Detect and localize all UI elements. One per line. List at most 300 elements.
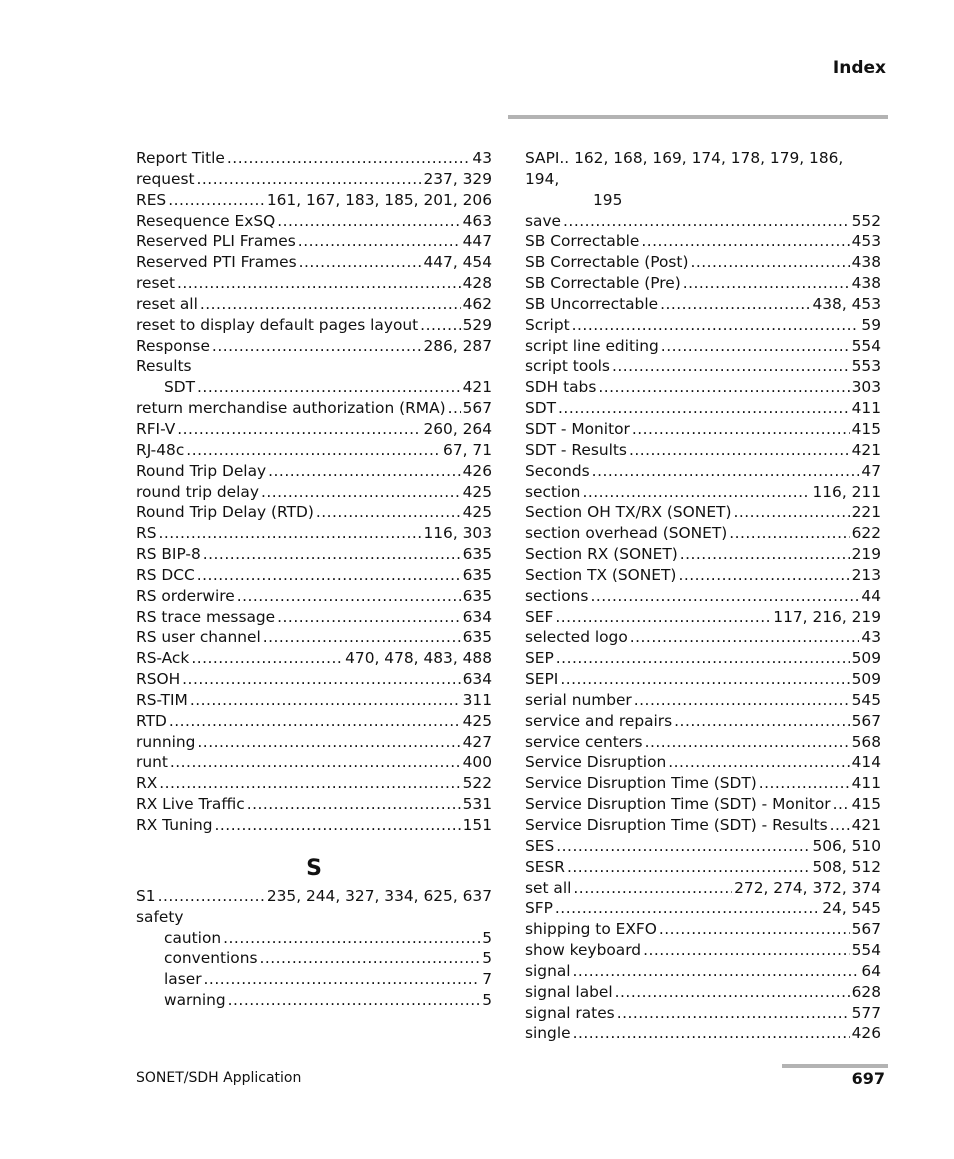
index-term: section [525,482,581,501]
index-entry [525,961,881,982]
index-entry [136,148,492,169]
leader-dots [659,919,850,940]
index-term: RFI-V [136,419,176,438]
index-pages: 421 [462,378,492,397]
index-term: serial number [525,690,632,709]
index-entry [525,669,881,690]
index-entry [525,690,881,711]
index-pages: 635 [462,545,492,564]
leader-dots [590,586,859,607]
leader-dots [263,627,461,648]
index-pages: 64 [861,961,881,980]
index-entry [136,356,492,377]
index-term: SDT - Results [525,440,627,459]
index-term: Reserved PLI Frames [136,232,296,251]
index-entry [136,948,492,969]
index-entry [525,440,881,461]
index-pages: 506, 510 [812,836,881,855]
index-entry [136,711,492,732]
index-term: selected logo [525,628,628,647]
index-entry [525,1003,881,1024]
index-pages: 415 [851,795,881,814]
index-pages: 438, 453 [812,294,881,313]
index-pages: 508, 512 [812,857,881,876]
index-term: SB Correctable [525,232,640,251]
index-pages: 552 [851,211,881,230]
leader-dots [197,377,461,398]
index-pages: 411 [851,399,881,418]
leader-dots [612,356,850,377]
index-entry [136,690,492,711]
index-entry [136,273,492,294]
index-entry [525,940,881,961]
index-entry [525,1023,881,1044]
leader-dots [674,711,849,732]
index-pages: 425 [462,503,492,522]
index-entry [136,544,492,565]
leader-dots [448,398,461,419]
index-term: service centers [525,732,643,751]
index-entry [136,482,492,503]
index-pages: 411 [851,774,881,793]
leader-dots [191,648,343,669]
index-entry [136,928,492,949]
footer-rule [782,1064,888,1068]
index-term: sections [525,586,589,605]
leader-dots [158,886,265,907]
index-list-s-left [136,886,492,1011]
leader-dots [690,252,849,273]
leader-dots [556,648,850,669]
index-entry [525,398,881,419]
leader-dots [556,836,810,857]
index-pages: 622 [851,524,881,543]
index-entry [136,907,492,928]
leader-dots [573,878,732,899]
index-pages: 447, 454 [423,253,492,272]
leader-dots [159,773,460,794]
index-entry [525,627,881,648]
index-pages: 428 [462,274,492,293]
leader-dots [555,607,771,628]
index-pages: 5 [482,928,492,947]
index-term: SDT [164,378,196,397]
index-pages: 447 [462,232,492,251]
index-entry [136,794,492,815]
index-term: Resequence ExSQ [136,211,276,230]
leader-dots [197,565,461,586]
leader-dots [830,815,850,836]
index-pages: 116, 303 [423,524,492,543]
index-term: signal label [525,982,613,1001]
index-entry [525,356,881,377]
index-pages: 237, 329 [423,169,492,188]
index-term: Script [525,315,570,334]
leader-dots [560,669,849,690]
index-term: signal [525,961,571,980]
index-term: safety [136,907,184,926]
index-entry [136,586,492,607]
index-pages: 311 [462,690,492,709]
index-entry [136,815,492,836]
leader-dots [186,440,441,461]
index-term: RS orderwire [136,586,235,605]
index-pages: 635 [462,628,492,647]
index-entry [525,648,881,669]
index-pages: 43 [861,628,881,647]
leader-dots [203,544,461,565]
leader-dots [177,419,421,440]
index-term: shipping to EXFO [525,920,657,939]
index-entry [525,336,881,357]
leader-dots [678,565,849,586]
index-term: RS BIP-8 [136,545,201,564]
index-entry [525,752,881,773]
index-term: Service Disruption Time (SDT) - Monitor [525,795,831,814]
index-column-left [136,148,492,1011]
leader-dots [299,252,422,273]
index-pages: 414 [851,753,881,772]
leader-dots [558,398,850,419]
index-pages: 425 [462,482,492,501]
index-term: running [136,732,196,751]
index-entry [136,607,492,628]
index-entry [136,990,492,1011]
leader-dots [630,627,860,648]
index-entry [136,377,492,398]
index-term: SDT - Monitor [525,419,630,438]
index-pages: 522 [462,774,492,793]
index-pages: 235, 244, 327, 334, 625, 637 [266,886,492,905]
index-pages: 553 [851,357,881,376]
leader-dots [629,440,850,461]
leader-dots [227,148,471,169]
index-term: single [525,1024,571,1043]
leader-dots [190,690,461,711]
index-entry [136,648,492,669]
index-term: RTD [136,711,167,730]
index-entry [136,627,492,648]
leader-dots [268,461,460,482]
index-pages: 463 [462,211,492,230]
index-term: SB Correctable (Pre) [525,274,681,293]
index-term: laser [164,970,202,989]
leader-dots [598,377,849,398]
index-term: Report Title [136,149,225,167]
leader-dots [170,752,461,773]
index-pages: 162, 168, 169, 174, 178, 179, 186, 194, [525,149,844,188]
index-entry [136,169,492,190]
index-pages: 462 [462,294,492,313]
index-pages: 219 [851,545,881,564]
index-term: reset to display default pages layout [136,315,419,334]
index-entry [136,732,492,753]
index-term: Results [136,357,192,376]
index-term: reset all [136,294,198,313]
index-term: SDT [525,399,557,418]
index-pages: 567 [851,711,881,730]
index-term: Service Disruption [525,753,667,772]
leader-dots [555,898,820,919]
index-entry [136,502,492,523]
leader-dots [158,523,421,544]
index-pages: 151 [462,816,492,834]
index-pages: 635 [462,586,492,605]
index-pages: 438 [851,253,881,272]
index-pages: 635 [462,565,492,584]
index-pages-continued: 195 [593,190,623,209]
leader-dots [261,482,461,503]
index-term: runt [136,753,168,772]
leader-dots [592,461,860,482]
leader-dots [683,273,850,294]
index-entry [136,461,492,482]
index-entry [136,773,492,794]
leader-dots [316,502,461,523]
index-entry [525,252,881,273]
leader-dots [615,982,850,1003]
index-pages: 161, 167, 183, 185, 201, 206 [266,190,492,209]
leader-dots: .. [559,149,575,167]
index-pages: 5 [482,991,492,1010]
index-term: conventions [164,949,258,968]
index-pages: 438 [851,274,881,293]
leader-dots [197,169,422,190]
index-pages: 260, 264 [423,419,492,438]
index-term: SESR [525,857,565,876]
leader-dots [420,315,460,336]
index-entry [136,886,492,907]
index-pages: 531 [462,795,492,814]
index-column-right [525,148,881,1044]
index-entry [136,211,492,232]
leader-dots [215,815,461,836]
index-entry [525,315,881,336]
index-entry [525,982,881,1003]
index-pages: 426 [462,461,492,480]
index-term: RS-Ack [136,649,190,668]
index-pages: 303 [851,378,881,397]
index-pages: 509 [851,649,881,668]
leader-dots [228,990,481,1011]
index-term: service and repairs [525,711,673,730]
leader-dots [643,940,850,961]
index-entry [136,398,492,419]
index-entry [525,711,881,732]
leader-dots [632,419,850,440]
leader-dots [212,336,422,357]
index-entry [525,732,881,753]
leader-dots [182,669,460,690]
index-term: request [136,169,195,188]
index-entry [525,231,881,252]
index-term: Section RX (SONET) [525,545,678,564]
leader-dots [168,190,265,211]
index-pages: 421 [851,440,881,459]
index-entry [136,336,492,357]
index-pages: 44 [861,586,881,605]
index-pages: 213 [851,565,881,584]
page-header-title: Index [832,58,886,78]
index-term: SAPI [525,149,560,167]
leader-dots [200,294,461,315]
leader-dots [247,794,461,815]
index-entry [136,752,492,773]
index-term: Service Disruption Time (SDT) - Results [525,816,828,834]
index-entry [136,669,492,690]
leader-dots [567,857,810,878]
index-entry [525,461,881,482]
leader-dots [572,315,860,336]
index-term: RS trace message [136,607,276,626]
index-entry [525,857,881,878]
index-pages: 425 [462,711,492,730]
leader-dots [759,773,850,794]
index-entry [525,836,881,857]
index-pages: 509 [851,670,881,689]
index-term: RS-TIM [136,690,188,709]
index-entry [525,607,881,628]
index-term: SEP [525,649,554,668]
index-term: reset [136,274,175,293]
index-entry [525,482,881,503]
leader-dots [573,961,860,982]
index-term: RX [136,774,158,793]
index-term: RS user channel [136,628,261,647]
index-entry [136,523,492,544]
index-pages: 628 [851,982,881,1001]
index-term: SB Correctable (Post) [525,253,689,272]
index-pages: 421 [851,816,881,834]
index-term: RES [136,190,167,209]
leader-dots [169,711,461,732]
index-term: set all [525,878,572,897]
index-term: return merchandise authorization (RMA) [136,399,446,418]
index-pages: 577 [851,1003,881,1022]
index-term: script tools [525,357,610,376]
footer-document-title: SONET/SDH Application [136,1070,302,1086]
index-pages: 221 [851,503,881,522]
index-entry [136,419,492,440]
index-term: save [525,211,562,230]
index-pages: 634 [462,670,492,689]
index-entry [136,565,492,586]
index-entry [525,773,881,794]
index-entry [525,294,881,315]
index-pages: 567 [462,399,492,418]
index-pages: 43 [472,149,492,167]
index-term: signal rates [525,1003,615,1022]
leader-dots [668,752,849,773]
index-entry [136,252,492,273]
index-entry [525,878,881,899]
index-term: Response [136,336,210,355]
index-entry [136,969,492,990]
index-pages: 116, 211 [812,482,881,501]
index-entry [525,544,881,565]
index-pages: 7 [482,970,492,989]
index-term: Round Trip Delay (RTD) [136,503,314,522]
index-entry [136,294,492,315]
footer-page-number: 697 [851,1069,885,1088]
index-pages: 117, 216, 219 [773,607,881,626]
leader-dots [660,294,810,315]
index-term: round trip delay [136,482,259,501]
index-term: RS DCC [136,565,195,584]
index-entry [525,502,881,523]
index-entry [136,231,492,252]
index-entry [136,190,492,211]
leader-dots [733,502,849,523]
leader-dots [573,1023,850,1044]
leader-dots [617,1003,850,1024]
index-term: script line editing [525,336,659,355]
index-pages: 5 [482,949,492,968]
leader-dots [223,928,480,949]
index-pages: 47 [861,461,881,480]
index-term: RSOH [136,670,181,689]
leader-dots [277,211,460,232]
leader-dots [259,948,480,969]
index-term: SEPI [525,670,559,689]
leader-dots [833,794,850,815]
leader-dots [563,211,850,232]
index-term: SDH tabs [525,378,597,397]
index-term: warning [164,991,226,1010]
leader-dots [729,523,849,544]
index-pages: 634 [462,607,492,626]
index-entry [525,377,881,398]
index-pages: 545 [851,690,881,709]
index-term: RX Live Traffic [136,795,245,814]
leader-dots [197,732,460,753]
index-list-r [136,148,492,836]
leader-dots [237,586,461,607]
index-term: Service Disruption Time (SDT) [525,774,757,793]
index-term: SB Uncorrectable [525,294,659,313]
index-entry [525,586,881,607]
leader-dots [641,231,849,252]
index-entry [525,273,881,294]
index-pages: 453 [851,232,881,251]
index-pages: 427 [462,732,492,751]
index-pages: 415 [851,419,881,438]
index-entry [136,315,492,336]
index-pages: 554 [851,336,881,355]
index-pages: 568 [851,732,881,751]
index-entry [525,565,881,586]
index-pages: 470, 478, 483, 488 [345,649,492,668]
index-entry [525,211,881,232]
index-term: section overhead (SONET) [525,524,728,543]
leader-dots [277,607,460,628]
index-pages: 24, 545 [822,899,881,918]
index-pages: 554 [851,941,881,960]
index-term: Section OH TX/RX (SONET) [525,503,732,522]
index-pages: 286, 287 [423,336,492,355]
index-pages: 59 [861,315,881,334]
leader-dots [582,482,810,503]
index-entry [525,919,881,940]
index-entry [525,898,881,919]
header-rule [508,115,888,119]
index-entry [525,815,881,836]
index-term: SFP [525,899,553,918]
index-term: show keyboard [525,941,642,960]
index-term: RS [136,524,157,543]
leader-dots [645,732,850,753]
index-term: Round Trip Delay [136,461,267,480]
